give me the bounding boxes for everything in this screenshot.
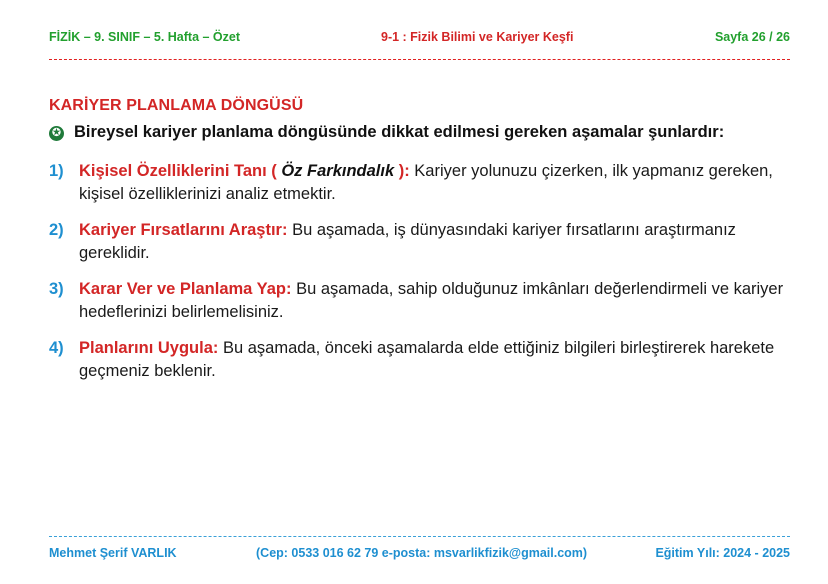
step-text: Bu aşamada, önceki aşamalarda elde ettiğiniz bilgileri birleştirerek harekete geçmeniz beklenir. — [79, 339, 775, 380]
step-heading: Karar Ver ve Planlama Yap: — [79, 280, 292, 298]
step-text: Kariyer yolunuzu çizerken, ilk yapmanız gereken, kişisel özelliklerinizi analiz etmektir. — [79, 162, 773, 203]
step-heading-emphasis: Öz Farkındalık — [281, 162, 395, 180]
footer-year: Eğitim Yılı: 2024 - 2025 — [655, 546, 790, 560]
header-page-number: Sayfa 26 / 26 — [714, 30, 790, 44]
step-number: 2) — [49, 221, 64, 239]
step-number: 1) — [49, 162, 64, 180]
footer-author: Mehmet Şerif VARLIK — [49, 546, 177, 560]
step-heading: Kariyer Fırsatlarını Araştır: — [79, 221, 288, 239]
header-divider — [49, 59, 790, 60]
step-text: Bu aşamada, iş dünyasındaki kariyer fırsatlarını araştırmanız gereklidir. — [79, 221, 736, 262]
list-item — [49, 219, 789, 265]
section-title: KARİYER PLANLAMA DÖNGÜSÜ — [49, 97, 304, 114]
step-text: Bu aşamada, sahip olduğunuz imkânları değerlendirmeli ve kariyer hedeflerinizi belirlemelisiniz. — [79, 280, 784, 321]
footer-divider — [49, 536, 790, 537]
footer-contact: (Cep: 0533 016 62 79 e-posta: msvarlikfizik@gmail.com) — [256, 546, 588, 560]
step-heading-pre: Kişisel Özelliklerini Tanı ( — [79, 162, 282, 180]
intro-text: Bireysel kariyer planlama döngüsünde dikkat edilmesi gereken aşamalar şunlardır: — [74, 123, 725, 141]
list-item — [49, 278, 789, 324]
step-heading: Planlarını Uygula: — [79, 339, 219, 357]
header-course: FİZİK – 9. SINIF – 5. Hafta – Özet — [49, 30, 241, 44]
step-heading-post: ): — [394, 162, 410, 180]
step-number: 3) — [49, 280, 64, 298]
steps-list — [49, 160, 789, 396]
page-footer — [49, 546, 790, 562]
list-item — [49, 160, 789, 206]
step-heading — [79, 162, 410, 180]
header-topic: 9-1 : Fizik Bilimi ve Kariyer Keşfi — [381, 30, 574, 44]
step-number: 4) — [49, 339, 64, 357]
intro-line — [49, 123, 789, 142]
list-item — [49, 337, 789, 383]
star-circle-icon: ✪ — [49, 126, 64, 141]
page-header — [49, 30, 790, 48]
